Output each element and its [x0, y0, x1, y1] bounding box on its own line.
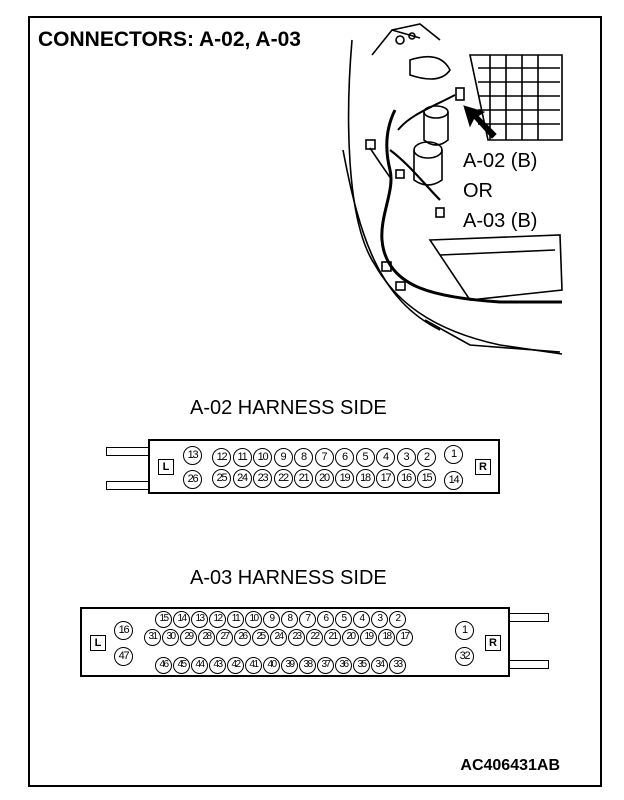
pin-5: 5 — [356, 448, 375, 467]
pin-30: 30 — [162, 629, 179, 646]
pin-38: 38 — [299, 657, 316, 674]
pin-22: 22 — [306, 629, 323, 646]
callout-line2: OR — [463, 180, 493, 202]
pin-6: 6 — [317, 611, 334, 628]
pin-16: 16 — [114, 621, 133, 640]
pin-46: 46 — [155, 657, 172, 674]
pin-24: 24 — [270, 629, 287, 646]
pin-14: 14 — [173, 611, 190, 628]
pin-9: 9 — [263, 611, 280, 628]
pin-26: 26 — [183, 470, 202, 489]
a03-label: A-03 HARNESS SIDE — [190, 567, 387, 589]
pin-12: 12 — [212, 448, 231, 467]
a03-right-tab-bottom — [507, 660, 549, 669]
pin-27: 27 — [216, 629, 233, 646]
pin-9: 9 — [274, 448, 293, 467]
pin-41: 41 — [245, 657, 262, 674]
pin-37: 37 — [317, 657, 334, 674]
pin-19: 19 — [360, 629, 377, 646]
pin-11: 11 — [227, 611, 244, 628]
pin-13: 13 — [191, 611, 208, 628]
pin-13: 13 — [183, 446, 202, 465]
pin-33: 33 — [389, 657, 406, 674]
pin-44: 44 — [191, 657, 208, 674]
pin-23: 23 — [288, 629, 305, 646]
pin-19: 19 — [335, 469, 354, 488]
pin-2: 2 — [417, 448, 436, 467]
a03-left-side-marker: L — [90, 635, 106, 651]
callout-line1: A-02 (B) — [463, 150, 538, 172]
pin-2: 2 — [389, 611, 406, 628]
pin-15: 15 — [155, 611, 172, 628]
pin-24: 24 — [233, 469, 252, 488]
pin-7: 7 — [315, 448, 334, 467]
pin-8: 8 — [281, 611, 298, 628]
pin-3: 3 — [371, 611, 388, 628]
pin-6: 6 — [335, 448, 354, 467]
pin-34: 34 — [371, 657, 388, 674]
pin-17: 17 — [376, 469, 395, 488]
pin-43: 43 — [209, 657, 226, 674]
pin-42: 42 — [227, 657, 244, 674]
pin-23: 23 — [253, 469, 272, 488]
pin-22: 22 — [274, 469, 293, 488]
pin-10: 10 — [253, 448, 272, 467]
pin-15: 15 — [417, 469, 436, 488]
pin-1: 1 — [455, 621, 474, 640]
pin-47: 47 — [114, 647, 133, 666]
pin-10: 10 — [245, 611, 262, 628]
pin-31: 31 — [144, 629, 161, 646]
pin-26: 26 — [234, 629, 251, 646]
pin-4: 4 — [376, 448, 395, 467]
pin-20: 20 — [342, 629, 359, 646]
pin-4: 4 — [353, 611, 370, 628]
pin-28: 28 — [198, 629, 215, 646]
a02-left-tab-bottom — [106, 481, 150, 490]
pin-20: 20 — [315, 469, 334, 488]
a03-right-tab-top — [507, 613, 549, 622]
pin-39: 39 — [281, 657, 298, 674]
a02-label: A-02 HARNESS SIDE — [190, 397, 387, 419]
pin-32: 32 — [455, 647, 474, 666]
pin-17: 17 — [396, 629, 413, 646]
pin-16: 16 — [397, 469, 416, 488]
figure-id: AC406431AB — [460, 757, 560, 774]
pin-12: 12 — [209, 611, 226, 628]
a02-left-side-marker: L — [158, 459, 174, 475]
pin-36: 36 — [335, 657, 352, 674]
pin-35: 35 — [353, 657, 370, 674]
page-title: CONNECTORS: A-02, A-03 — [38, 28, 301, 51]
pin-40: 40 — [263, 657, 280, 674]
pin-45: 45 — [173, 657, 190, 674]
pin-29: 29 — [180, 629, 197, 646]
pin-25: 25 — [252, 629, 269, 646]
a02-left-tab-top — [106, 447, 150, 456]
a02-right-side-marker: R — [475, 459, 491, 475]
pin-5: 5 — [335, 611, 352, 628]
pin-18: 18 — [356, 469, 375, 488]
a03-connector-body — [80, 607, 510, 677]
pin-14: 14 — [444, 471, 463, 490]
pin-21: 21 — [294, 469, 313, 488]
pin-11: 11 — [233, 448, 252, 467]
pin-3: 3 — [397, 448, 416, 467]
pin-7: 7 — [299, 611, 316, 628]
pin-25: 25 — [212, 469, 231, 488]
a03-right-side-marker: R — [485, 635, 501, 651]
pin-18: 18 — [378, 629, 395, 646]
callout-line3: A-03 (B) — [463, 210, 538, 232]
pin-1: 1 — [444, 445, 463, 464]
pin-21: 21 — [324, 629, 341, 646]
a02-connector-body — [148, 439, 500, 494]
pin-8: 8 — [294, 448, 313, 467]
